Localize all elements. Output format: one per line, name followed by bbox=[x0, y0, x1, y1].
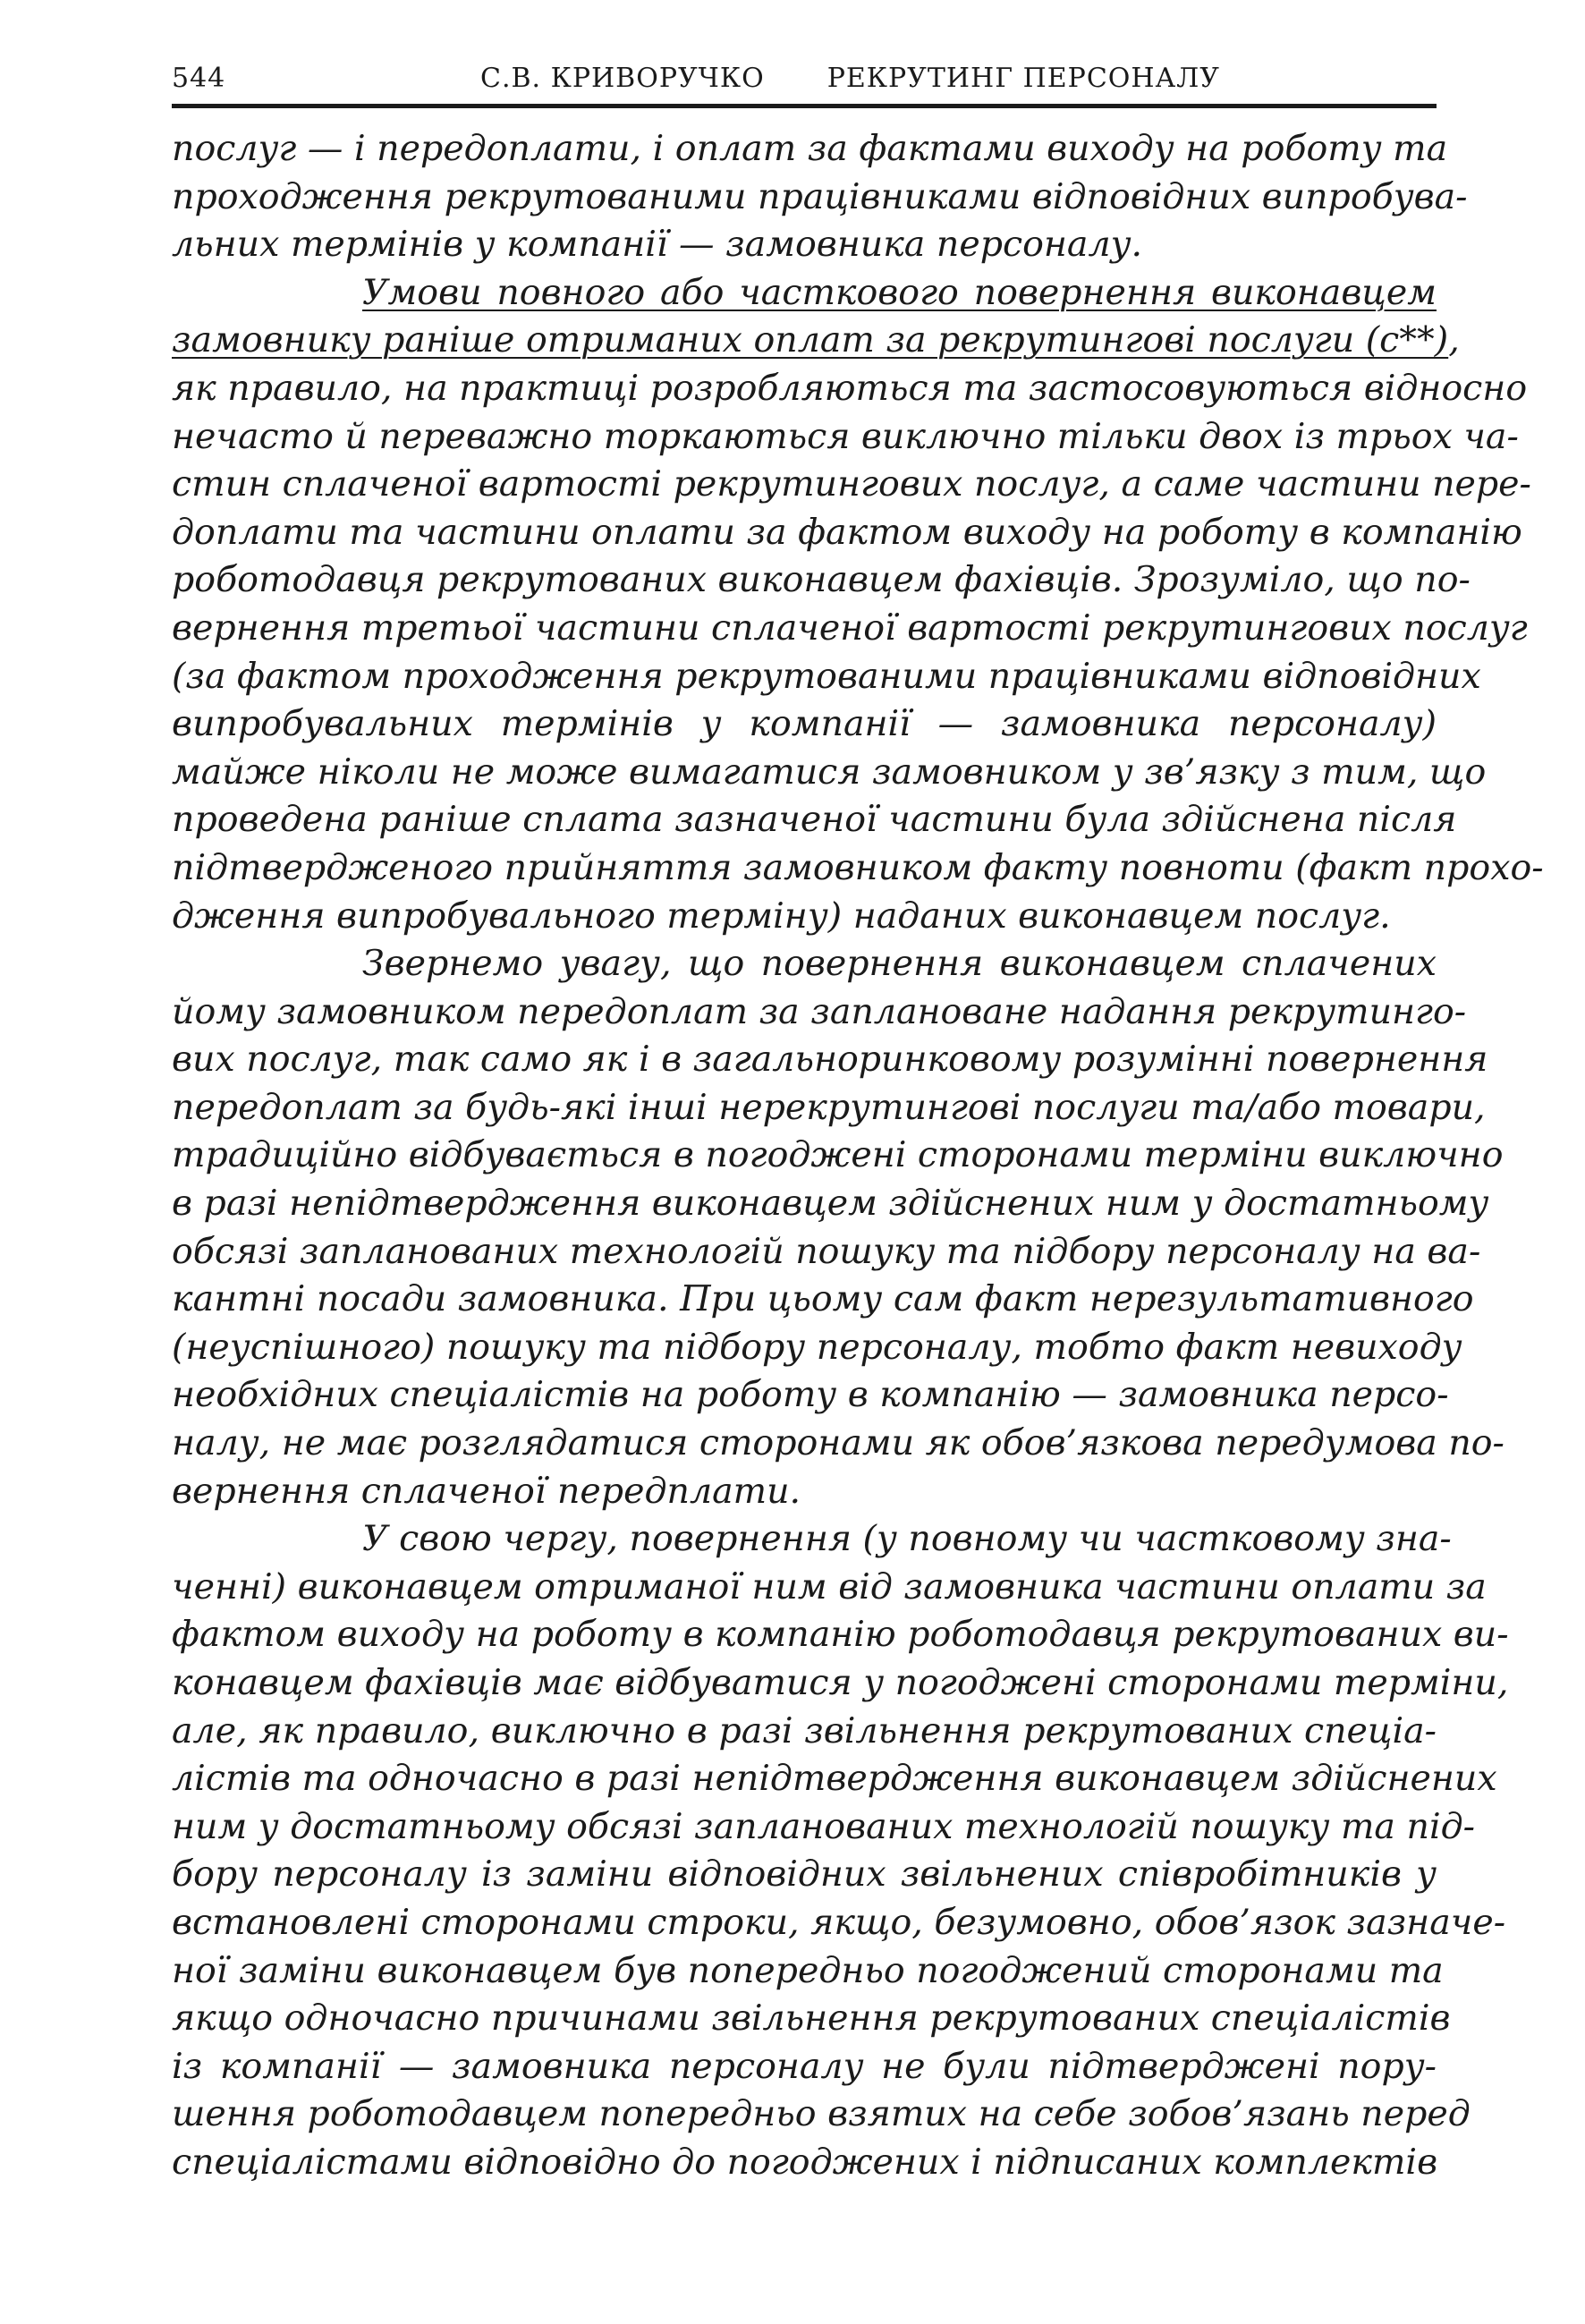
text-line: випробувальних термінів у компанії — замовника персоналу) bbox=[172, 703, 1437, 745]
text-line: бору персоналу із заміни відповідних звільнених співробітників у bbox=[172, 1853, 1437, 1896]
text-line: лістів та одночасно в разі непідтвердження виконавцем здійснених bbox=[172, 1758, 1497, 1800]
text-line: в разі непідтвердження виконавцем здійснених ним у достатньому bbox=[172, 1183, 1489, 1225]
running-title bbox=[480, 63, 1220, 94]
text-line: майже ніколи не може вимагатися замовником у зв’язку з тим, що bbox=[172, 751, 1487, 793]
text-line: вернення третьої частини сплаченої вартості рекрутингових послуг bbox=[172, 606, 1528, 649]
text-line: шення роботодавцем попередньо взятих на себе зобов’язань перед bbox=[172, 2093, 1471, 2135]
text-line: проходження рекрутованими працівниками відповідних випробува- bbox=[172, 175, 1468, 217]
text-line: як правило, на практиці розробляються та застосовуються відносно bbox=[172, 367, 1528, 409]
text-line: (за фактом проходження рекрутованими працівниками відповідних bbox=[172, 655, 1481, 697]
text-line: обсязі запланованих технологій пошуку та підбору персоналу на ва- bbox=[172, 1230, 1481, 1272]
text-line: роботодавця рекрутованих виконавцем фахівців. Зрозуміло, що по- bbox=[172, 559, 1471, 601]
text-line: послуг — і передоплати, і оплат за фактами виходу на роботу та bbox=[172, 128, 1448, 169]
underlined-text: замовнику раніше отриманих оплат за рекрутингові послуги (с**) bbox=[172, 319, 1449, 361]
text-line: встановлені сторонами строки, якщо, безумовно, обов’язок зазначе- bbox=[172, 1901, 1506, 1943]
text-line: вих послуг, так само як і в загальноринковому розумінні повернення bbox=[172, 1039, 1488, 1081]
text-line: фактом виходу на роботу в компанію роботодавця рекрутованих ви- bbox=[172, 1614, 1509, 1656]
text-line: але, як правило, виключно в разі звільнення рекрутованих спеціа- bbox=[172, 1709, 1437, 1751]
text-line bbox=[172, 269, 1437, 318]
text-line: дження випробувального терміну) наданих виконавцем послуг. bbox=[172, 895, 1391, 937]
header-book-title: РЕКРУТИНГ ПЕРСОНАЛУ bbox=[826, 63, 1220, 94]
text-line: налу, не має розглядатися сторонами як обов’язкова передумова по- bbox=[172, 1422, 1504, 1464]
text-line: підтвердженого прийняття замовником факту повноти (факт прохо- bbox=[172, 846, 1544, 888]
text-line: спеціалістами відповідно до погоджених і підписаних комплектів bbox=[172, 2141, 1438, 2183]
text-line: ної заміни виконавцем був попередньо погоджений сторонами та bbox=[172, 1949, 1444, 1991]
text-line: ченні) виконавцем отриманої ним від замовника частини оплати за bbox=[172, 1565, 1487, 1607]
text-line: передоплат за будь-які інші нерекрутингові послуги та/або товари, bbox=[172, 1086, 1486, 1128]
body-text bbox=[172, 125, 1544, 2187]
text-line: Звернемо увагу, що повернення виконавцем сплачених bbox=[362, 943, 1437, 985]
text-line: проведена раніше сплата зазначеної частини була здійснена після bbox=[172, 799, 1457, 841]
header-author: С.В. КРИВОРУЧКО bbox=[480, 63, 765, 94]
text-line: йому замовником передоплат за заплановане надання рекрутинго- bbox=[172, 990, 1467, 1032]
text-line bbox=[172, 317, 1460, 365]
text-line: якщо одночасно причинами звільнення рекрутованих спеціалістів bbox=[172, 1997, 1451, 2040]
text-line: вернення сплаченої передплати. bbox=[172, 1470, 801, 1512]
text-line: доплати та частини оплати за фактом виходу на роботу в компанію bbox=[172, 511, 1522, 553]
text-line: кантні посади замовника. При цьому сам факт нерезультативного bbox=[172, 1278, 1474, 1320]
text-line: (неуспішного) пошуку та підбору персоналу, тобто факт невиходу bbox=[172, 1326, 1462, 1368]
text-line: конавцем фахівців має відбуватися у погоджені сторонами терміни, bbox=[172, 1662, 1509, 1703]
text-line: стин сплаченої вартості рекрутингових послуг, а саме частини пере- bbox=[172, 463, 1531, 505]
text-line: ним у достатньому обсязі запланованих технологій пошуку та під- bbox=[172, 1805, 1475, 1847]
text-line: У свою чергу, повернення (у повному чи частковому зна- bbox=[362, 1518, 1452, 1560]
text-line: льних термінів у компанії — замовника персоналу. bbox=[172, 224, 1143, 266]
text-line: необхідних спеціалістів на роботу в компанію — замовника персо- bbox=[172, 1374, 1449, 1416]
text-line: із компанії — замовника персоналу не були підтверджені пору- bbox=[172, 2045, 1437, 2087]
line-tail: , bbox=[1448, 319, 1460, 361]
running-header bbox=[172, 59, 1437, 108]
text-line: нечасто й переважно торкаються виключно тільки двох із трьох ча- bbox=[172, 415, 1519, 457]
page-number: 544 bbox=[172, 63, 226, 94]
text-line: традиційно відбувається в погоджені сторонами терміни виключно bbox=[172, 1134, 1504, 1176]
underlined-text: Умови повного або часткового повернення виконавцем bbox=[362, 271, 1437, 313]
